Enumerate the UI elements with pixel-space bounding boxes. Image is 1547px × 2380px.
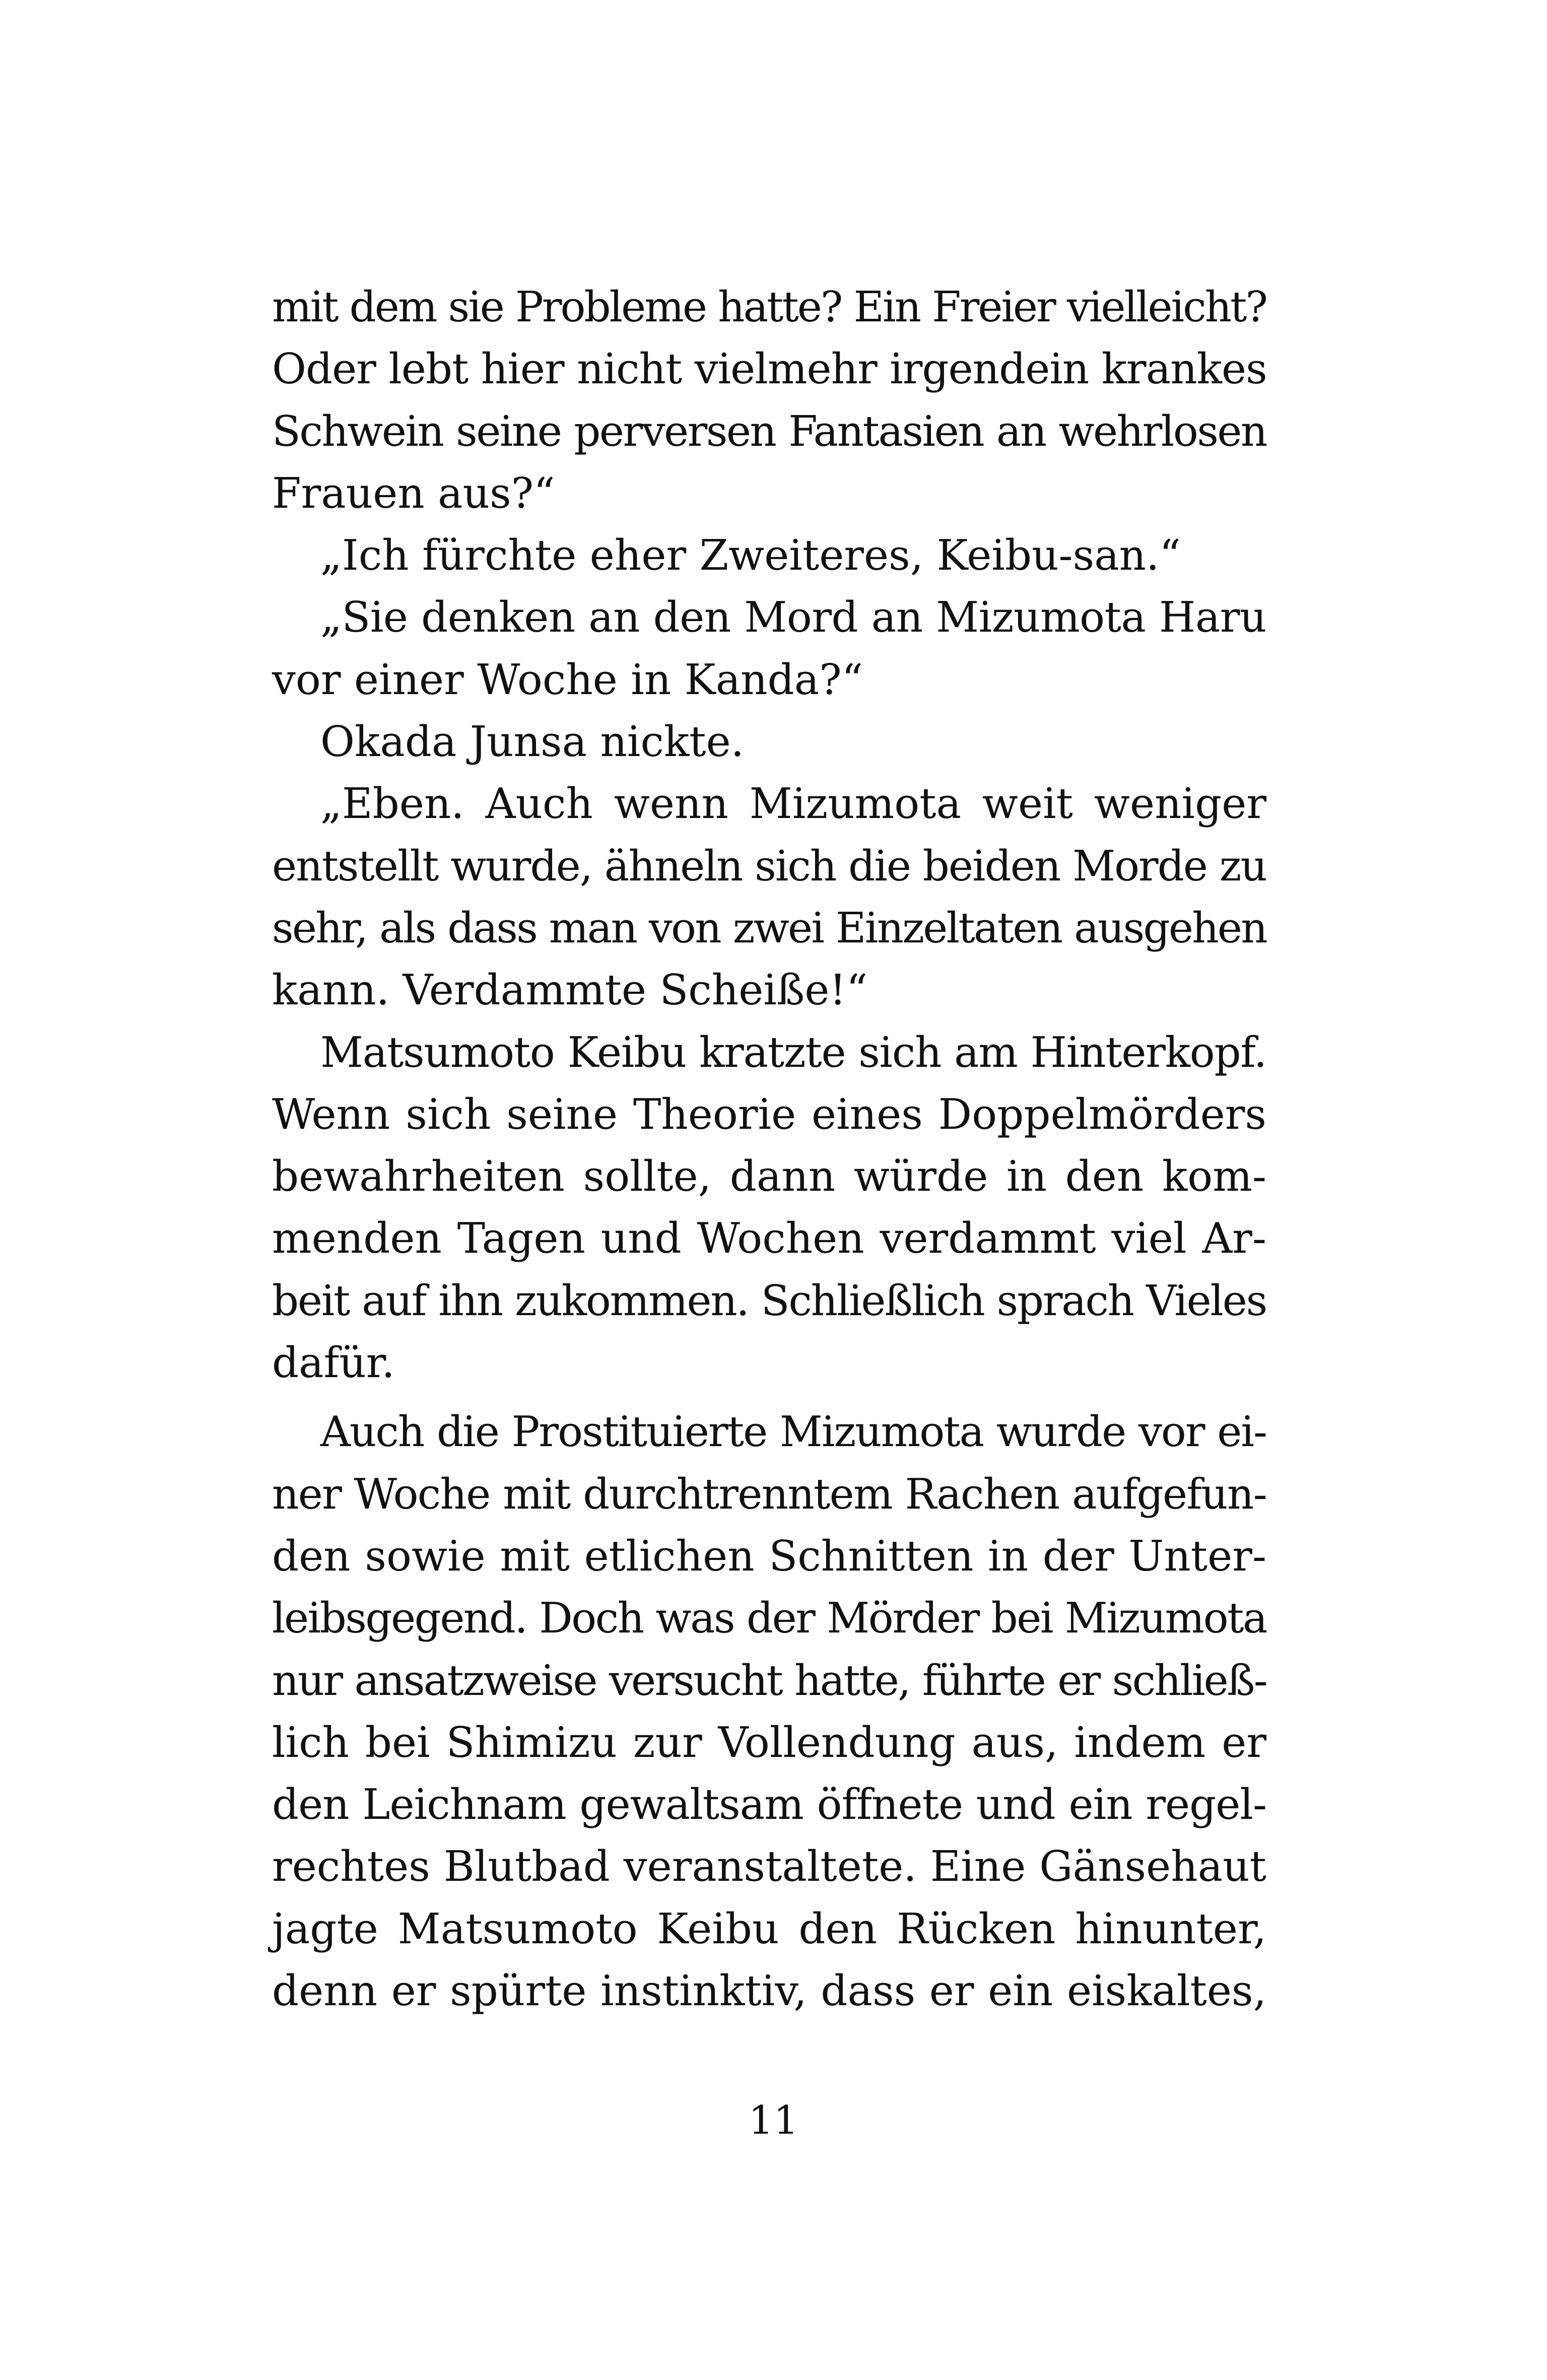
text-line: bewahrheiten sollte, dann würde in den kom-	[272, 1152, 1266, 1201]
text-line: Oder lebt hier nicht vielmehr irgendein krankes	[272, 345, 1267, 394]
text-line: nur ansatzweise versucht hatte, führte er schließ-	[272, 1656, 1266, 1705]
text-line: Frauen aus?“	[272, 468, 555, 518]
text-line: jagte Matsumoto Keibu den Rücken hinunter,	[272, 1904, 1266, 1953]
text-line: Okada Junsa nickte.	[320, 717, 745, 767]
text-line: „Ich fürchte eher Zweiteres, Keibu-san.“	[320, 531, 1181, 580]
text-line: kann. Verdammte Scheiße!“	[272, 966, 868, 1015]
text-line: den Leichnam gewaltsam öffnete und ein regel-	[272, 1780, 1266, 1829]
text-line: vor einer Woche in Kanda?“	[272, 655, 863, 704]
text-line: Wenn sich seine Theorie eines Doppelmörders	[272, 1090, 1266, 1139]
text-line: sehr, als dass man von zwei Einzeltaten ausgehen	[272, 903, 1266, 953]
text-line: dafür.	[272, 1338, 395, 1388]
page-number: 11	[748, 2098, 799, 2143]
text-line: lich bei Shimizu zur Vollendung aus, indem er	[272, 1718, 1266, 1767]
text-line: ner Woche mit durchtrenntem Rachen aufgefun-	[272, 1469, 1266, 1519]
text-line: Auch die Prostituierte Mizumota wurde vor ei-	[320, 1407, 1266, 1457]
body-text	[272, 276, 1266, 2022]
text-line: rechtes Blutbad veranstaltete. Eine Gänsehaut	[272, 1842, 1266, 1891]
text-line: den sowie mit etlichen Schnitten in der Unter-	[272, 1531, 1266, 1581]
text-line: „Eben. Auch wenn Mizumota weit weniger	[320, 779, 1266, 829]
text-line: leibsgegend. Doch was der Mörder bei Mizumota	[272, 1594, 1266, 1643]
text-line: „Sie denken an den Mord an Mizumota Haru	[320, 593, 1266, 642]
text-line: mit dem sie Probleme hatte? Ein Freier vielleicht?	[272, 283, 1266, 331]
text-line: menden Tagen und Wochen verdammt viel Ar-	[272, 1214, 1266, 1263]
text-line: Matsumoto Keibu kratzte sich am Hinterkopf.	[320, 1028, 1266, 1077]
text-line: beit auf ihn zukommen. Schließlich sprach Vieles	[272, 1276, 1266, 1325]
text-line: Schwein seine perversen Fantasien an wehrlosen	[272, 406, 1266, 456]
text-line: denn er spürte instinktiv, dass er ein eiskaltes,	[272, 1966, 1266, 2016]
text-line: entstellt wurde, ähneln sich die beiden Morde zu	[272, 841, 1266, 891]
